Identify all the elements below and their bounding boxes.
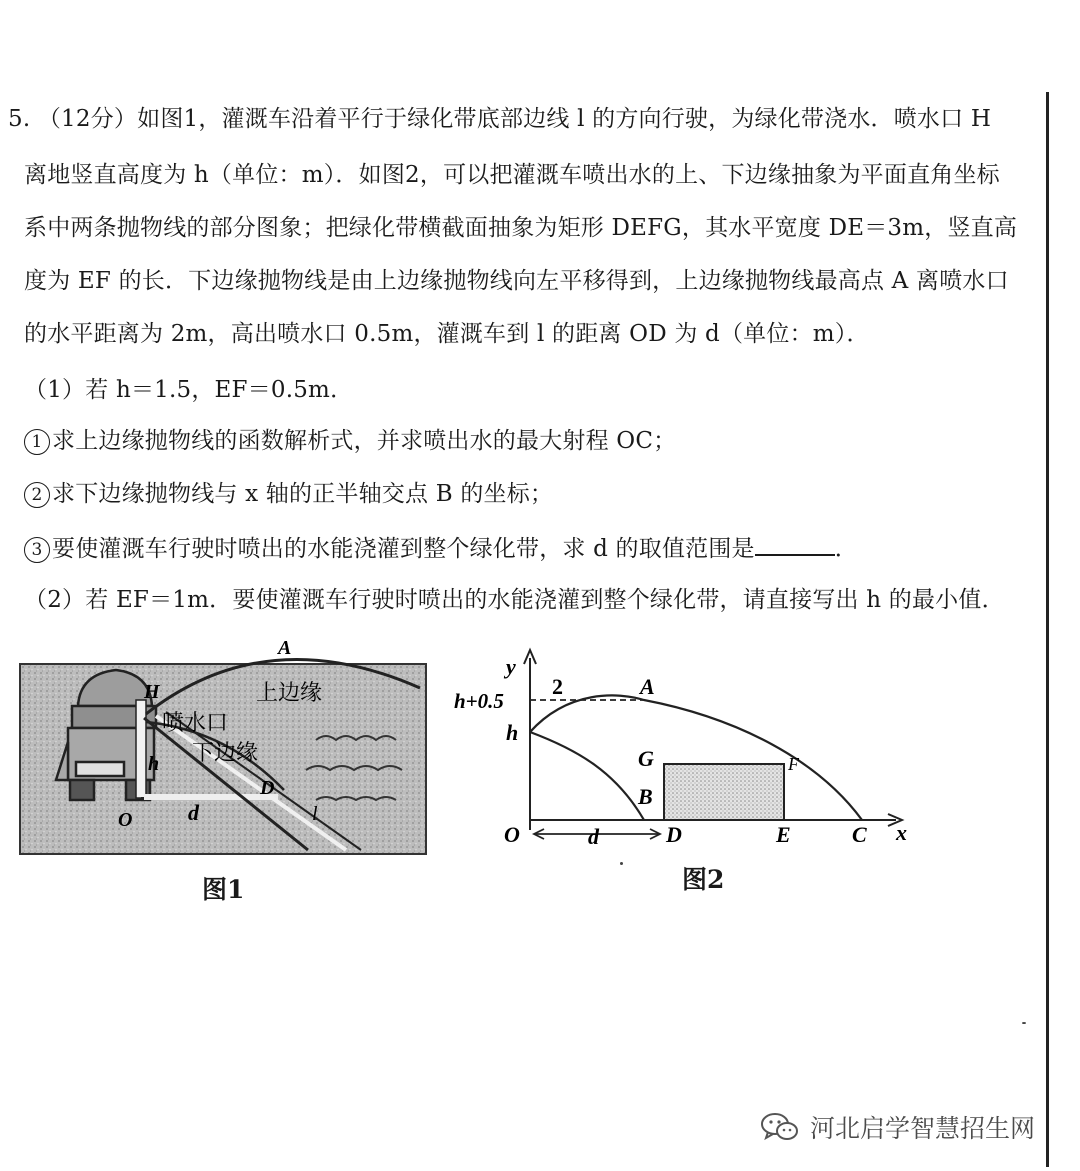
- fig2-label-F: F: [788, 754, 799, 774]
- part1-intro: （1）若 h＝1.5，EF＝0.5m．: [24, 377, 354, 403]
- problem-line-5: 的水平距离为 2m，高出喷水口 0.5m，灌溉车到 l 的距离 OD 为 d（单位：m）．: [24, 321, 870, 347]
- fig1-label-nozzle: 喷水口: [162, 711, 229, 736]
- fig2-label-E: E: [776, 822, 791, 847]
- fig1-label-d: d: [188, 800, 199, 825]
- ground-strip: [144, 794, 278, 800]
- page-edge-line: [1046, 92, 1049, 1167]
- fig2-label-B: B: [638, 784, 653, 809]
- problem-line-4: 度为 EF 的长．下边缘抛物线是由上边缘抛物线向左平移得到，上边缘抛物线最高点 A 离喷水口: [24, 268, 1009, 294]
- figure-1: [16, 630, 430, 862]
- fig2-label-d: d: [588, 824, 599, 849]
- fig1-label-O: O: [118, 809, 133, 831]
- question-2: [24, 479, 553, 509]
- question-1: [24, 426, 676, 456]
- fig2-label-2: 2: [552, 674, 563, 699]
- green-belt-rect: [664, 764, 784, 820]
- problem-line-3: 系中两条抛物线的部分图象；把绿化带横截面抽象为矩形 DEFG，其水平宽度 DE＝3m，竖直高: [24, 215, 1018, 241]
- question-3-text: 要使灌溉车行驶时喷出的水能浇灌到整个绿化带，求 d 的取值范围是: [52, 536, 755, 562]
- circle-marker-3: 3: [24, 537, 50, 563]
- answer-blank: [755, 532, 835, 556]
- fig1-label-D: D: [260, 777, 275, 799]
- fig2-label-y: y: [506, 654, 516, 679]
- fig2-label-A: A: [640, 674, 655, 699]
- fig2-label-O: O: [504, 822, 520, 847]
- fig1-label-l: l: [312, 803, 318, 825]
- problem-line-1: 5. （12分）如图1，灌溉车沿着平行于绿化带底部边线 l 的方向行驶，为绿化带浇水．喷水口 H: [8, 106, 992, 132]
- fig2-label-C: C: [852, 822, 867, 847]
- fig2-label-D: D: [666, 822, 682, 847]
- watermark: [760, 1110, 1035, 1144]
- fig1-label-A: A: [278, 637, 292, 659]
- question-1-text: 求上边缘抛物线的函数解析式，并求喷出水的最大射程 OC；: [52, 428, 677, 454]
- problem-line-2: 离地竖直高度为 h（单位：m）．如图2，可以把灌溉车喷出水的上、下边缘抽象为平面直角坐标: [24, 162, 1000, 188]
- part2-question: （2）若 EF＝1m．要使灌溉车行驶时喷出的水能浇灌到整个绿化带，请直接写出 h 的最小值．: [24, 587, 1005, 613]
- fig2-label-x: x: [896, 820, 907, 845]
- circle-marker-1: 1: [24, 429, 50, 455]
- nozzle-pipe: [136, 700, 146, 798]
- watermark-text: 河北启学智慧招生网: [810, 1114, 1036, 1143]
- question-3: [24, 532, 858, 564]
- scan-speck: [1022, 1022, 1026, 1024]
- figure-2: [448, 640, 928, 860]
- fig2-label-h: h: [506, 720, 519, 745]
- fig1-label-h: h: [148, 753, 160, 775]
- fig2-label-h-plus: h+0.5: [454, 689, 504, 713]
- circle-marker-2: 2: [24, 482, 50, 508]
- fig2-label-G: G: [638, 746, 654, 771]
- lower-parabola: [530, 732, 644, 820]
- scan-speck: [620, 862, 623, 865]
- figure-1-caption: 图1: [202, 875, 245, 904]
- fig1-label-H: H: [144, 681, 160, 703]
- question-3-end: ．: [834, 536, 858, 562]
- figure-2-caption: 图2: [682, 865, 725, 894]
- fig1-label-lower: 下边缘: [192, 741, 259, 766]
- fig1-label-upper: 上边缘: [256, 681, 323, 706]
- wechat-icon: [760, 1111, 800, 1143]
- question-2-text: 求下边缘抛物线与 x 轴的正半轴交点 B 的坐标；: [52, 481, 554, 507]
